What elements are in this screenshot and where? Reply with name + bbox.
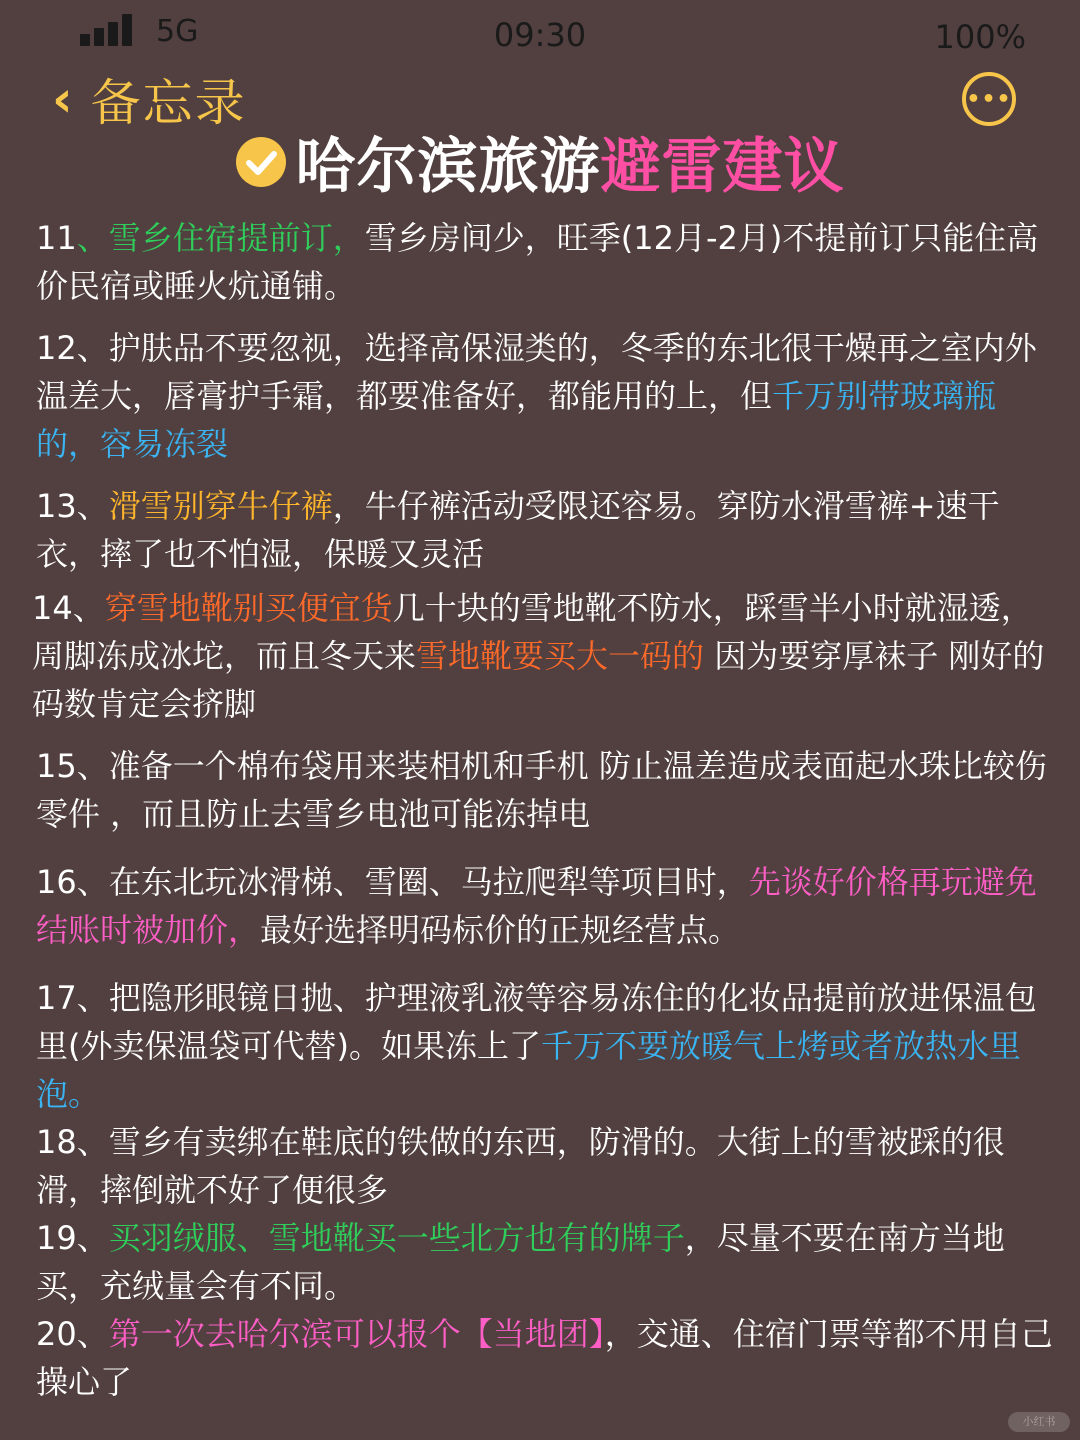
tip-highlight: 先谈好价格再玩避免结账时被加价，	[36, 863, 1037, 949]
tip-item	[36, 1214, 1060, 1310]
back-label: 备忘录	[90, 74, 247, 132]
tip-highlight: 第一次去哈尔滨可以报个【当地团】	[108, 1315, 605, 1353]
tip-item	[36, 214, 1060, 310]
tip-item	[36, 324, 1060, 468]
tips-list	[32, 214, 1060, 1406]
tip-highlight: 买羽绒服、雪地靴买一些北方也有的牌子	[108, 1219, 685, 1257]
tip-item	[36, 1118, 1060, 1214]
tip-text: 15、准备一个棉布袋用来装相机和手机 防止温差造成表面起水珠比较伤零件 ，而且防止去雪乡电池可能冻掉电	[36, 747, 1047, 833]
battery-level: 100%	[934, 18, 1026, 56]
chevron-left-icon: ‹	[52, 70, 73, 128]
tip-text: 18、雪乡有卖绑在鞋底的铁做的东西，防滑的。大街上的雪被踩的很滑，摔倒就不好了便很多	[36, 1123, 1005, 1209]
network-type: 5G	[156, 14, 199, 49]
tip-item	[32, 584, 1060, 728]
tip-text: 因为要穿厚袜子 刚好的码数肯定会挤脚	[32, 637, 1045, 723]
more-options-button[interactable]	[962, 72, 1016, 126]
tip-text: 最好选择明码标价的正规经营点。	[260, 911, 741, 949]
tip-text: ，牛仔裤活动受限还容易。穿防水滑雪裤+速干衣，摔了也不怕湿，保暖又灵活	[36, 487, 1000, 573]
status-time: 09:30	[493, 16, 587, 54]
tip-item	[36, 482, 1060, 578]
tip-text: 几十块的雪地靴不防水，踩雪半小时就湿透，周脚冻成冰坨，而且冬天来	[32, 589, 1033, 675]
tip-text: ，交通、住宿门票等都不用自己操心了	[36, 1315, 1053, 1401]
tip-number: 11	[36, 219, 77, 257]
watermark: 小红书	[1008, 1412, 1070, 1432]
back-button[interactable]	[52, 66, 247, 132]
note-title	[0, 124, 1080, 200]
tip-item	[36, 974, 1060, 1118]
tip-highlight: 穿雪地靴别买便宜货	[104, 589, 393, 627]
tip-number: 13、	[36, 487, 109, 525]
tip-item	[36, 1310, 1060, 1406]
status-bar	[0, 0, 1080, 70]
more-dots-icon: •••	[966, 86, 1012, 112]
tip-highlight: 千万别带玻璃瓶的，容易冻裂	[36, 377, 997, 463]
check-circle-icon	[236, 137, 286, 187]
tip-number: 20、	[36, 1315, 109, 1353]
title-accent: 避雷建议	[600, 132, 845, 202]
tip-number: 14、	[32, 589, 105, 627]
tip-item	[36, 742, 1060, 838]
tip-highlight: 、雪乡住宿提前订，	[76, 219, 365, 257]
tip-number: 19、	[36, 1219, 109, 1257]
tip-highlight: 千万不要放暖气上烤或者放热水里泡。	[36, 1027, 1021, 1113]
tip-text: 12、护肤品不要忽视，选择高保湿类的，冬季的东北很干燥再之室内外温差大，唇膏护手霜，都要准备好，都能用的上，但	[36, 329, 1037, 415]
title-text: 哈尔滨旅游	[295, 132, 601, 202]
tip-text: ，尽量不要在南方当地买，充绒量会有不同。	[36, 1219, 1005, 1305]
tip-highlight: 雪地靴要买大一码的	[416, 637, 705, 675]
tip-text: 16、在东北玩冰滑梯、雪圈、马拉爬犁等项目时，	[36, 863, 749, 901]
tip-text: 17、把隐形眼镜日抛、护理液乳液等容易冻住的化妆品提前放进保温包里(外卖保温袋可代替)。如果冻上了	[36, 979, 1037, 1065]
tip-item	[36, 858, 1060, 954]
tip-text: 雪乡房间少，旺季(12月-2月)不提前订只能住高价民宿或睡火炕通铺。	[36, 219, 1039, 305]
tip-highlight: 滑雪别穿牛仔裤	[108, 487, 333, 525]
